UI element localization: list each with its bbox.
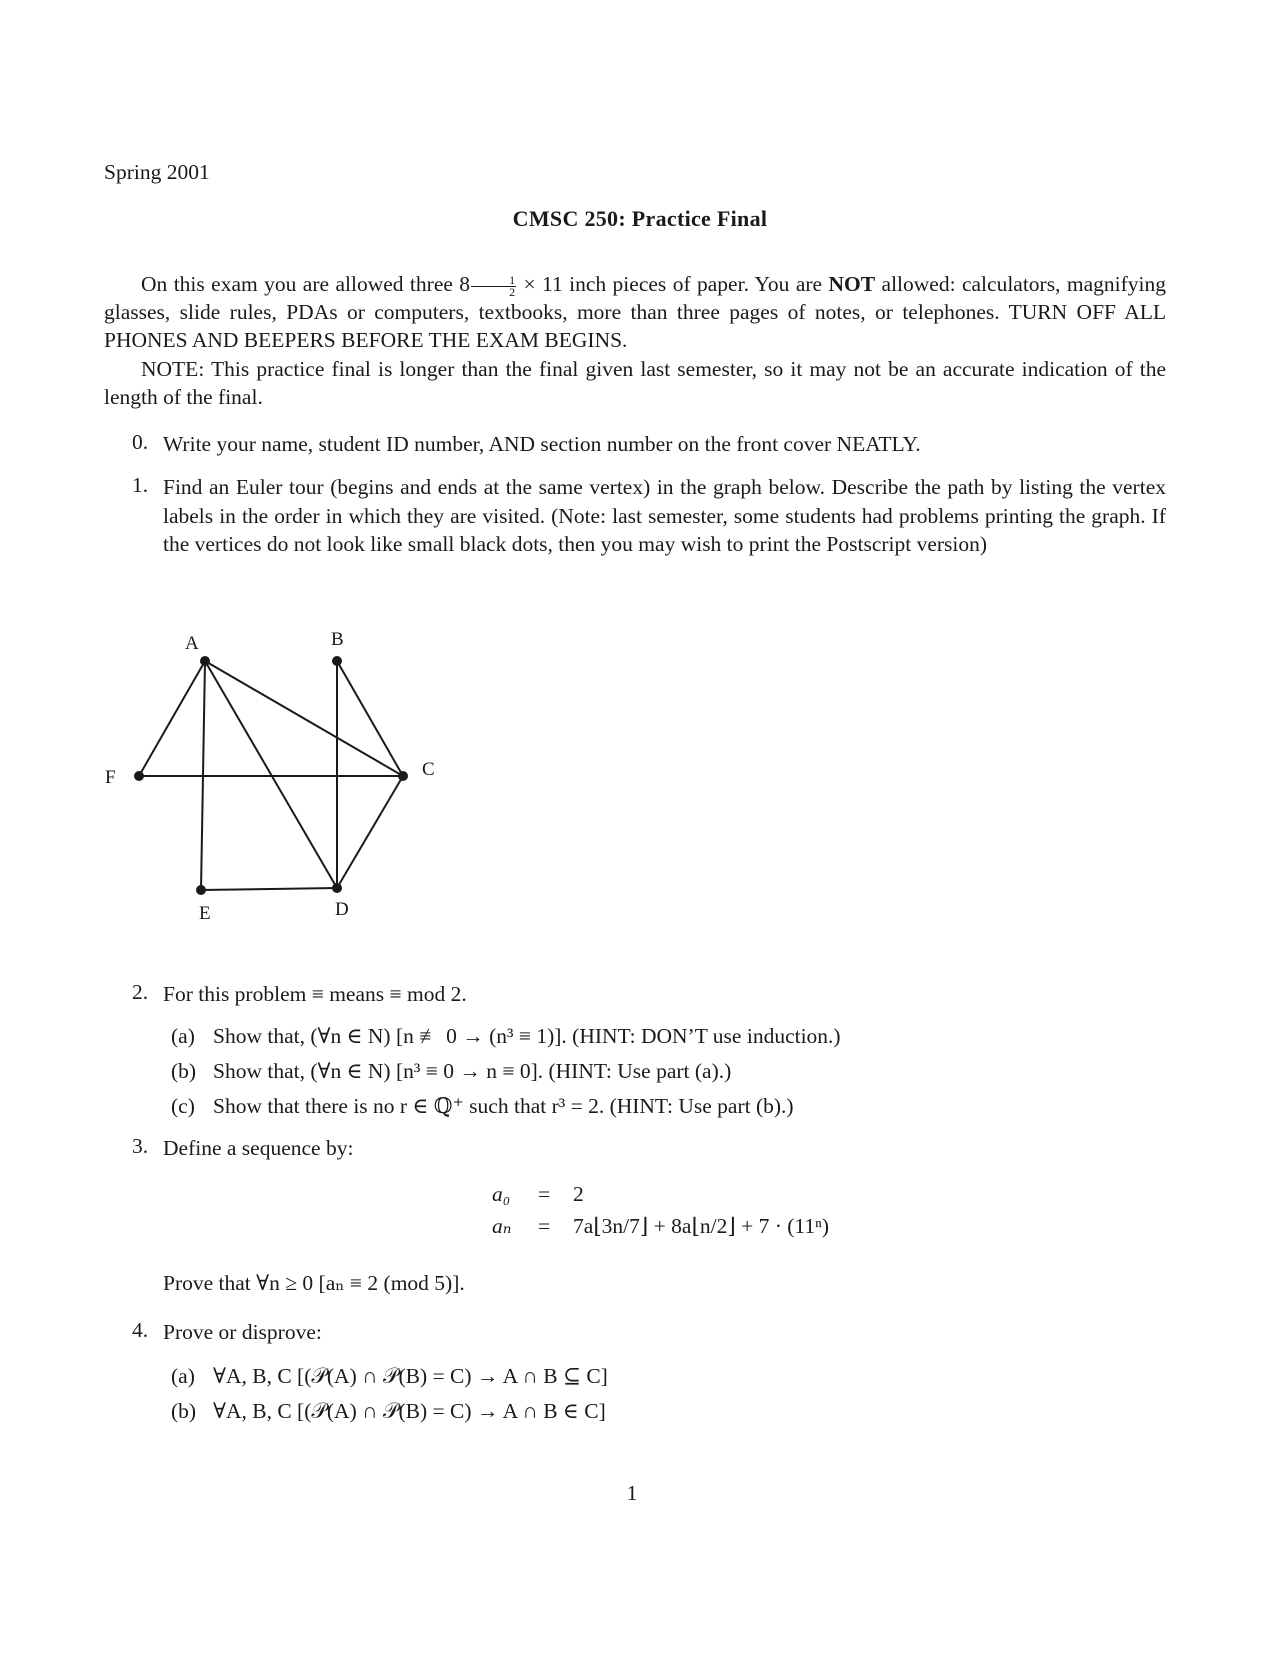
question-0-number: 0. (132, 430, 149, 454)
edge-a-c (205, 661, 403, 776)
question-2-text: For this problem ≡ means ≡ mod 2. (163, 982, 467, 1006)
edge-a-f (139, 661, 205, 776)
question-2a-text: Show that, (∀n ∈ N) [n ≢ 0 → (n³ ≡ 1)]. (HINT: DON’T use induction.) (213, 1024, 841, 1048)
sequence-a0-rhs: 2 (573, 1182, 584, 1206)
question-3-prove: Prove that ∀n ≥ 0 [aₙ ≡ 2 (mod 5)]. (163, 1271, 465, 1295)
question-4b (171, 1397, 606, 1425)
vertex-label-c: C (422, 759, 435, 780)
question-4-text: Prove or disprove: (163, 1320, 322, 1344)
vertex-b (332, 656, 342, 666)
question-2b-text: Show that, (∀n ∈ N) [n³ ≡ 0 → n ≡ 0]. (HINT: Use part (a).) (213, 1059, 732, 1083)
sequence-a0-equals: = (538, 1182, 551, 1206)
intro-text-a: On this exam you are allowed three 8 (141, 272, 471, 296)
sequence-recurrence (0, 1214, 1280, 1248)
sequence-a0-lhs: a₀ (492, 1182, 511, 1206)
question-3-number: 3. (132, 1134, 149, 1158)
question-4a-text: ∀A, B, C [(𝒫(A) ∩ 𝒫(B) = C) → A ∩ B ⊆ C] (213, 1364, 608, 1388)
question-2c-label: (c) (171, 1094, 195, 1118)
vertex-label-a: A (185, 633, 199, 654)
question-2c-text: Show that there is no r ∈ ℚ⁺ such that r³ = 2. (HINT: Use part (b).) (213, 1094, 794, 1118)
question-4b-text: ∀A, B, C [(𝒫(A) ∩ 𝒫(B) = C) → A ∩ B ∈ C] (213, 1399, 606, 1423)
edge-c-d (337, 776, 403, 888)
question-4-number: 4. (132, 1318, 149, 1342)
vertex-e (196, 885, 206, 895)
vertex-d (332, 883, 342, 893)
question-2c (171, 1092, 794, 1120)
intro-text-c: allowed: calculators, magnifying glasses, slide rules, PDAs or computers, textbooks, more than three pages of notes, or telephones. TURN OFF ALL PHONES AND BEEPERS BEFORE THE EXAM BEGINS. (104, 272, 1166, 352)
question-2a-label: (a) (171, 1024, 195, 1048)
question-4b-label: (b) (171, 1399, 197, 1423)
question-4a-label: (a) (171, 1364, 195, 1388)
vertex-label-b: B (331, 629, 344, 650)
question-1-text: Find an Euler tour (begins and ends at the same vertex) in the graph below. Describe the path by listing the vertex labels in the order in which they are visited. (Note: last semester, some students had problems printing the graph. If the vertices do not look like small black dots, then you may wish to print the Postscript version) (163, 475, 1166, 556)
edge-e-d (201, 888, 337, 890)
question-2b (171, 1057, 731, 1085)
vertex-label-d: D (335, 899, 349, 920)
sequence-an-lhs: aₙ (492, 1214, 512, 1238)
intro-not-emphasis: NOT (828, 272, 876, 296)
fraction-numerator: 1 (471, 275, 516, 287)
question-3-text: Define a sequence by: (163, 1136, 354, 1160)
fraction-denominator: 2 (509, 284, 516, 299)
question-2b-label: (b) (171, 1059, 197, 1083)
sequence-base-case (0, 1182, 1280, 1212)
page-title: CMSC 250: Practice Final (512, 206, 768, 231)
edge-b-c (337, 661, 403, 776)
edge-a-d (205, 661, 337, 888)
intro-text-b: × 11 inch pieces of paper. You are (517, 272, 829, 296)
vertex-label-f: F (105, 767, 116, 788)
page-number: 1 (626, 1481, 638, 1505)
note-paragraph: NOTE: This practice final is longer than the final given last semester, so it may not be an accurate indication of the length of the final. (104, 357, 1166, 409)
sequence-an-rhs: 7a⌊3n/7⌋ + 8a⌊n/2⌋ + 7 · (11ⁿ) (573, 1214, 830, 1238)
vertex-label-e: E (199, 903, 211, 924)
vertex-a (200, 656, 210, 666)
question-0-text: Write your name, student ID number, AND section number on the front cover NEATLY. (163, 432, 921, 456)
sequence-an-equals: = (538, 1214, 551, 1238)
question-2-number: 2. (132, 980, 149, 1004)
question-4a (171, 1362, 608, 1390)
semester-label: Spring 2001 (104, 160, 210, 184)
question-2a (171, 1022, 841, 1050)
question-1-number: 1. (132, 473, 149, 497)
vertex-c (398, 771, 408, 781)
vertex-f (134, 771, 144, 781)
